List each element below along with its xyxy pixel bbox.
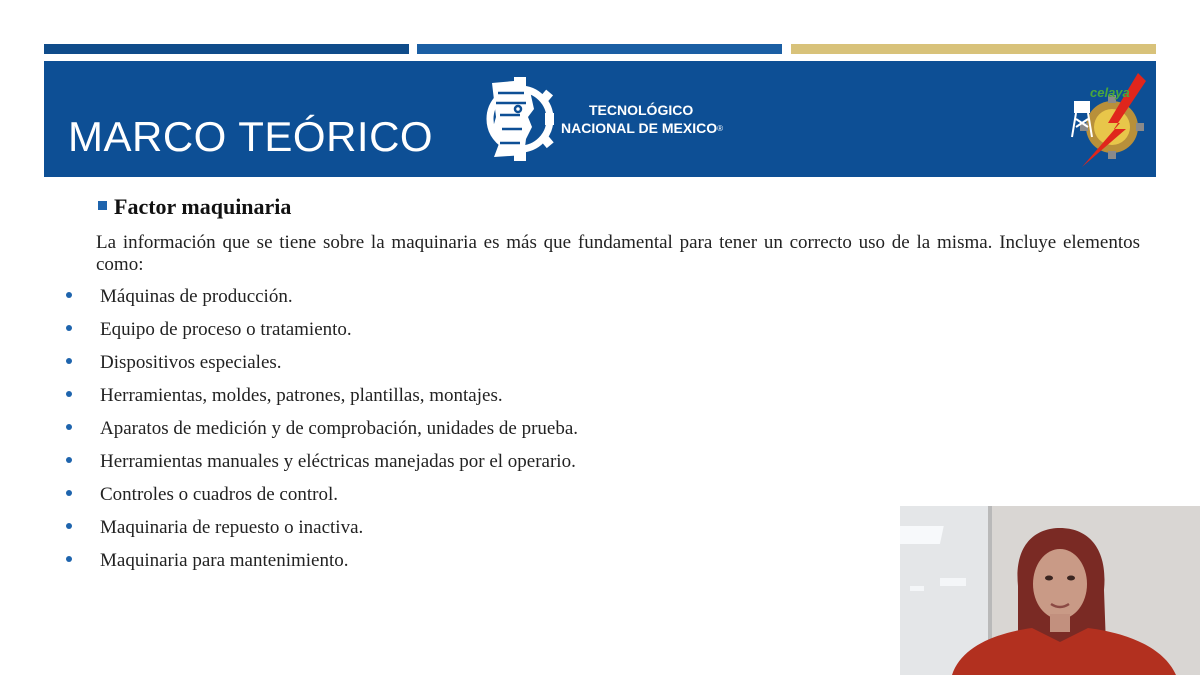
list-item: [62, 317, 578, 350]
list-item: [62, 548, 578, 581]
tecnm-line-2: [561, 119, 723, 138]
list-item: [62, 416, 578, 449]
bullet-dot-icon: [66, 391, 72, 397]
celaya-logo-icon: [1068, 67, 1150, 171]
list-item: [62, 515, 578, 548]
bullet-dot-icon: [66, 292, 72, 298]
list-item-text: Máquinas de producción.: [100, 286, 293, 307]
bullet-dot-icon: [66, 424, 72, 430]
slide-title: MARCO TEÓRICO: [68, 113, 434, 160]
list-item-text: Herramientas manuales y eléctricas manejadas por el operario.: [100, 451, 576, 472]
list-item-text: Herramientas, moldes, patrones, plantillas, montajes.: [100, 385, 503, 406]
bullet-dot-icon: [66, 556, 72, 562]
list-item-text: Dispositivos especiales.: [100, 352, 282, 373]
list-item: [62, 284, 578, 317]
intro-paragraph: La información que se tiene sobre la maquinaria es más que fundamental para tener un correcto uso de la misma. Incluye elementos como:: [96, 232, 1140, 275]
tecnm-wordmark: [561, 101, 723, 138]
participant-video-icon: [900, 506, 1200, 675]
list-item: [62, 350, 578, 383]
bullet-dot-icon: [66, 523, 72, 529]
bullet-dot-icon: [66, 358, 72, 364]
slide-header: [44, 61, 1156, 177]
bullet-dot-icon: [66, 490, 72, 496]
list-item: [62, 449, 578, 482]
tecnm-line-1: TECNOLÓGICO: [589, 102, 694, 118]
list-item-text: Aparatos de medición y de comprobación, unidades de prueba.: [100, 418, 579, 439]
top-stripe-blue: [417, 44, 782, 54]
list-item-text: Equipo de proceso o tratamiento.: [100, 319, 352, 340]
webcam-overlay[interactable]: [900, 506, 1200, 675]
tecnm-logo-icon: [484, 69, 554, 167]
list-item: [62, 482, 578, 515]
list-item-text: Maquinaria para mantenimiento.: [100, 550, 349, 571]
machinery-items-list: [62, 284, 578, 581]
registered-mark: ®: [717, 124, 723, 133]
list-item-text: Maquinaria de repuesto o inactiva.: [100, 517, 364, 538]
bullet-dot-icon: [66, 457, 72, 463]
list-item-text: Controles o cuadros de control.: [100, 484, 338, 505]
celaya-logo-text: celaya: [1090, 85, 1130, 100]
section-heading: [98, 194, 291, 220]
tecnm-line-2-text: NACIONAL DE MEXICO: [561, 120, 718, 136]
top-stripe-gold: [791, 44, 1156, 54]
square-bullet-icon: [98, 201, 107, 210]
top-stripe-dark: [44, 44, 409, 54]
list-item: [62, 383, 578, 416]
bullet-dot-icon: [66, 325, 72, 331]
section-heading-text: Factor maquinaria: [114, 194, 292, 219]
